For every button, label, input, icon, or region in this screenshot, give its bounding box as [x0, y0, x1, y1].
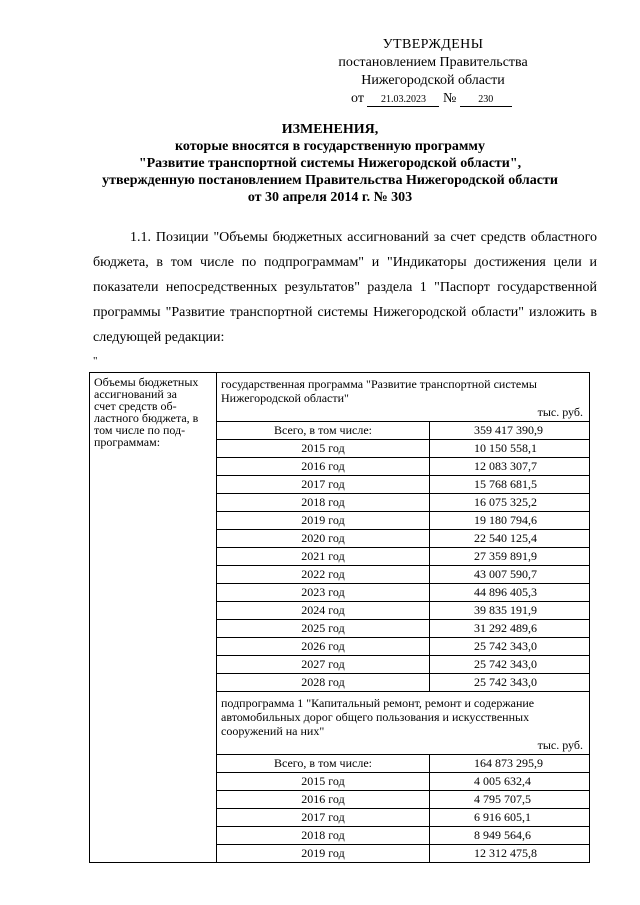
- year-cell: 2027 год: [217, 656, 430, 674]
- approval-date: 21.03.2023: [367, 94, 439, 107]
- value-cell: 15 768 681,5: [430, 476, 590, 494]
- program-unit: тыс. руб.: [537, 405, 583, 419]
- value-cell: 4 795 707,5: [430, 791, 590, 809]
- approved-title: УТВЕРЖДЕНЫ: [382, 37, 484, 52]
- year-cell: 2018 год: [217, 494, 430, 512]
- year-cell: Всего, в том числе:: [217, 755, 430, 773]
- year-cell: 2019 год: [217, 512, 430, 530]
- value-cell: 22 540 125,4: [430, 530, 590, 548]
- value-cell: 25 742 343,0: [430, 638, 590, 656]
- year-cell: 2022 год: [217, 566, 430, 584]
- approval-number: 230: [460, 94, 512, 107]
- value-cell: 164 873 295,9: [430, 755, 590, 773]
- body-paragraph: [93, 225, 597, 350]
- value-cell: 4 005 632,4: [430, 773, 590, 791]
- number-sign: №: [442, 91, 457, 106]
- value-cell: 39 835 191,9: [430, 602, 590, 620]
- approved-line-1: постановлением Правительства: [338, 55, 528, 70]
- year-cell: 2020 год: [217, 530, 430, 548]
- title-line-1: ИЗМЕНЕНИЯ,: [281, 122, 379, 137]
- value-cell: 25 742 343,0: [430, 674, 590, 692]
- year-cell: 2021 год: [217, 548, 430, 566]
- document-title: [60, 121, 600, 206]
- title-line-2: которые вносятся в государственную программу: [175, 139, 485, 154]
- program-header: государственная программа "Развитие транспортной системы Нижегородской области": [221, 377, 537, 405]
- year-cell: 2023 год: [217, 584, 430, 602]
- approved-line-2: Нижегородской области: [361, 73, 505, 88]
- year-cell: 2028 год: [217, 674, 430, 692]
- left-line: ассигнований за: [94, 387, 177, 401]
- year-cell: 2026 год: [217, 638, 430, 656]
- left-line: ластного бюджета, в: [94, 411, 199, 425]
- title-line-5: от 30 апреля 2014 г. № 303: [247, 190, 413, 205]
- value-cell: 8 949 564,6: [430, 827, 590, 845]
- year-cell: 2017 год: [217, 476, 430, 494]
- left-line: программам:: [94, 435, 161, 449]
- value-cell: 31 292 489,6: [430, 620, 590, 638]
- open-quote: ": [93, 355, 98, 367]
- budget-label-cell: [90, 373, 217, 863]
- subprogram-header-cell: [217, 692, 590, 755]
- year-cell: 2016 год: [217, 458, 430, 476]
- year-cell: 2024 год: [217, 602, 430, 620]
- subprogram-header: подпрограмма 1 "Капитальный ремонт, ремонт и содержание автомобильных дорог общего пользования и искусственных сооружений на них": [221, 696, 535, 738]
- year-cell: 2025 год: [217, 620, 430, 638]
- value-cell: 10 150 558,1: [430, 440, 590, 458]
- year-cell: 2016 год: [217, 791, 430, 809]
- subprogram-unit: тыс. руб.: [537, 738, 583, 752]
- left-line: счет средств об-: [94, 399, 177, 413]
- value-cell: 43 007 590,7: [430, 566, 590, 584]
- value-cell: 25 742 343,0: [430, 656, 590, 674]
- left-line: Объемы бюджетных: [94, 375, 199, 389]
- year-cell: 2015 год: [217, 440, 430, 458]
- year-cell: Всего, в том числе:: [217, 422, 430, 440]
- title-line-4: утвержденную постановлением Правительства Нижегородской области: [102, 173, 558, 188]
- approval-block: [330, 36, 536, 108]
- value-cell: 359 417 390,9: [430, 422, 590, 440]
- from-prefix: от: [351, 91, 364, 106]
- value-cell: 16 075 325,2: [430, 494, 590, 512]
- value-cell: 12 083 307,7: [430, 458, 590, 476]
- year-cell: 2018 год: [217, 827, 430, 845]
- value-cell: 27 359 891,9: [430, 548, 590, 566]
- title-line-3: "Развитие транспортной системы Нижегородской области",: [138, 156, 522, 171]
- value-cell: 44 896 405,3: [430, 584, 590, 602]
- left-line: том числе по под-: [94, 423, 186, 437]
- paragraph-text: 1.1. Позиции "Объемы бюджетных ассигнований за счет средств областного бюджета, в том числе по подпрограммам" и "Индикаторы достижения цели и показатели непосредственных результатов" раздела 1 "Паспорт государственной программы "Развитие транспортной системы Нижегородской области" изложить в следующей редакции:: [93, 230, 597, 345]
- value-cell: 6 916 605,1: [430, 809, 590, 827]
- program-header-cell: [217, 373, 590, 422]
- approved-date-line: [330, 90, 536, 108]
- year-cell: 2017 год: [217, 809, 430, 827]
- year-cell: 2015 год: [217, 773, 430, 791]
- value-cell: 19 180 794,6: [430, 512, 590, 530]
- year-cell: 2019 год: [217, 845, 430, 863]
- value-cell: 12 312 475,8: [430, 845, 590, 863]
- budget-table: [89, 372, 590, 863]
